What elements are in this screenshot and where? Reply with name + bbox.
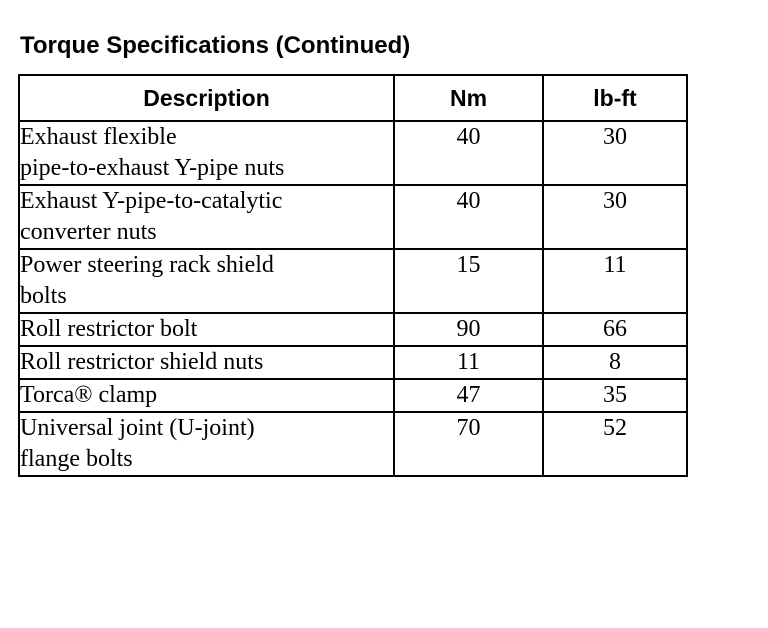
description-line: Roll restrictor bolt (20, 316, 198, 342)
table-row (19, 121, 687, 185)
description-cell (19, 379, 394, 412)
description-cell (19, 121, 394, 185)
nm-cell: 11 (394, 346, 543, 379)
lbft-cell: 8 (543, 346, 687, 379)
table-row (19, 249, 687, 313)
nm-cell: 70 (394, 412, 543, 476)
nm-cell: 40 (394, 185, 543, 249)
header-description: Description (19, 75, 394, 121)
table-header-row (19, 75, 687, 121)
description-line: pipe-to-exhaust Y-pipe nuts (20, 155, 285, 181)
nm-cell: 47 (394, 379, 543, 412)
table-row (19, 313, 687, 346)
lbft-cell: 52 (543, 412, 687, 476)
description-line: Roll restrictor shield nuts (20, 349, 264, 375)
page-title: Torque Specifications (Continued) (20, 32, 411, 59)
description-line: Universal joint (U-joint) (20, 415, 255, 441)
lbft-cell: 11 (543, 249, 687, 313)
table-row (19, 346, 687, 379)
description-line: Exhaust flexible (20, 124, 177, 150)
description-line: converter nuts (20, 219, 157, 245)
description-line: Torca® clamp (20, 382, 158, 408)
nm-cell: 15 (394, 249, 543, 313)
description-cell (19, 249, 394, 313)
torque-spec-table (18, 74, 688, 477)
nm-cell: 90 (394, 313, 543, 346)
lbft-cell: 66 (543, 313, 687, 346)
header-lbft: lb-ft (543, 75, 687, 121)
table-row (19, 379, 687, 412)
description-line: bolts (20, 283, 67, 309)
description-line: Exhaust Y-pipe-to-catalytic (20, 188, 283, 214)
table-row (19, 412, 687, 476)
description-line: Power steering rack shield (20, 252, 274, 278)
description-cell (19, 412, 394, 476)
table-row (19, 185, 687, 249)
lbft-cell: 35 (543, 379, 687, 412)
header-nm: Nm (394, 75, 543, 121)
description-line: flange bolts (20, 446, 133, 472)
lbft-cell: 30 (543, 185, 687, 249)
description-cell (19, 346, 394, 379)
description-cell (19, 185, 394, 249)
lbft-cell: 30 (543, 121, 687, 185)
description-cell (19, 313, 394, 346)
nm-cell: 40 (394, 121, 543, 185)
